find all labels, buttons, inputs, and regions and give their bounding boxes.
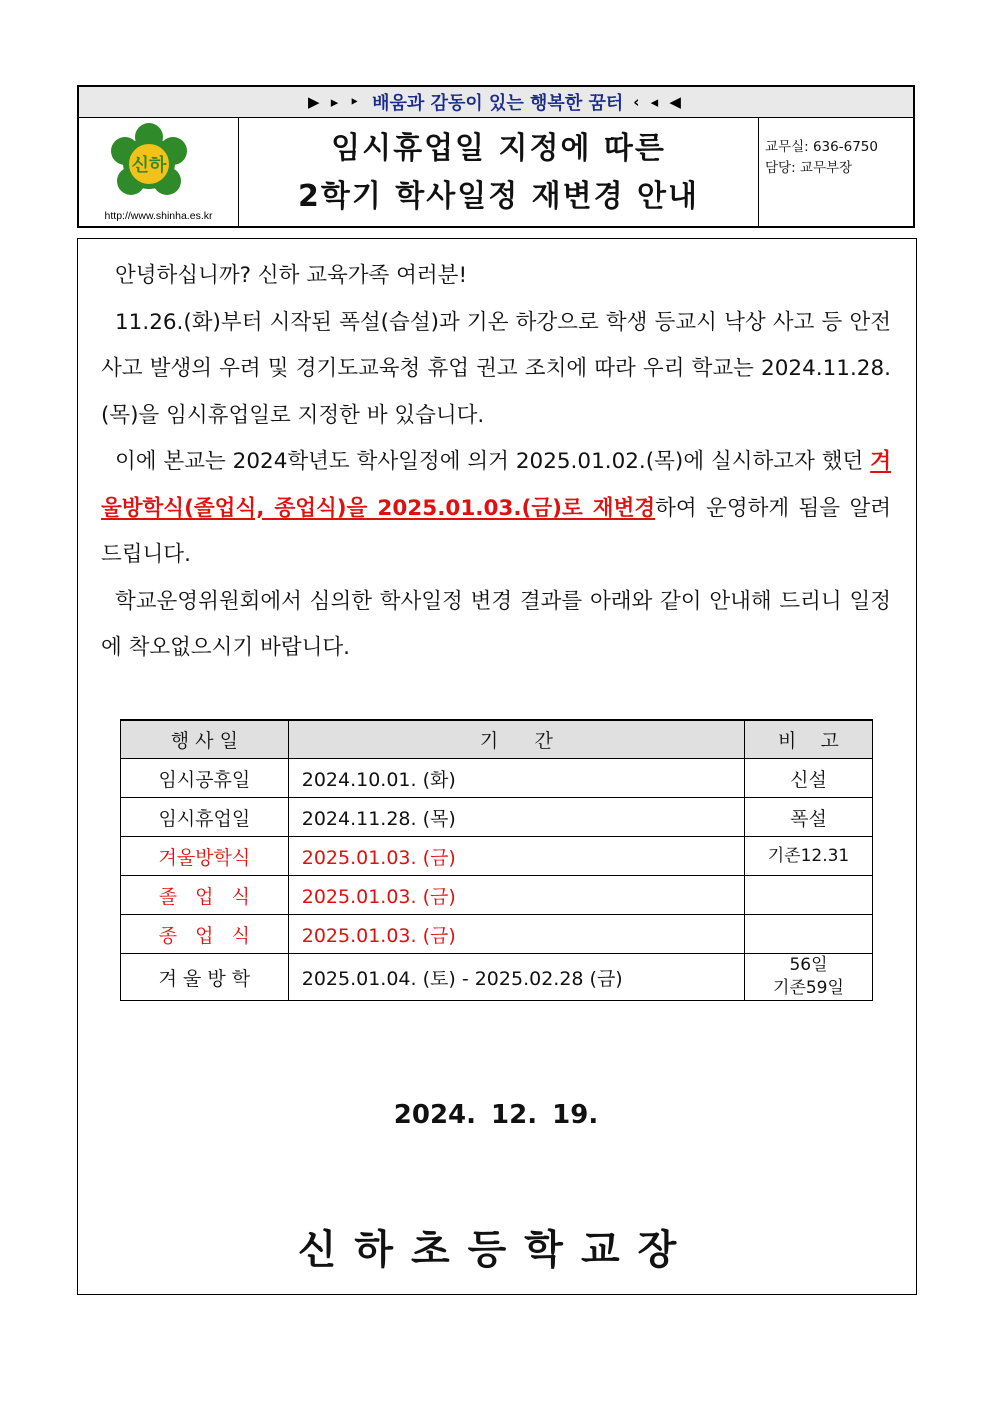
row-event: 졸 업 식 [121,876,289,915]
row-event: 종 업 식 [121,915,289,954]
row-note [744,876,872,915]
slogan-bar [79,87,913,118]
paragraph-2-intro: 이에 본교는 2024학년도 학사일정에 의거 2025.01.02.(목)에 실시하고자 했던 [115,449,871,474]
document-header [77,85,915,228]
paragraph-2-highlight: 겨울방학식(졸업식, 종업식)을 2025.01.03.(금)로 재변경 [101,449,891,521]
header-period: 기 간 [288,720,744,759]
paragraph-3: 학교운영위원회에서 심의한 학사일정 변경 결과를 아래와 같이 안내해 드리니 일정에 착오없으시기 바랍니다. [101,588,891,660]
slogan-text: 배움과 감동이 있는 행복한 꿈터 [372,93,624,114]
row-event: 임시공휴일 [121,759,289,798]
title-line-1: 임시휴업일 지정에 따른 [331,130,666,166]
row-note: 폭설 [744,798,872,837]
header-note: 비 고 [744,720,872,759]
row-event: 겨 울 방 학 [121,954,289,1001]
row-event: 임시휴업일 [121,798,289,837]
row-period: 2025.01.03. (금) [288,876,744,915]
principal-signature: 신하초등학교장 [297,1227,695,1273]
title-line-2: 2학기 학사일정 재변경 안내 [298,178,699,214]
document-title [239,117,759,228]
row-note [744,915,872,954]
letter-body [101,253,891,672]
paragraph-2-outro: 하여 운영하게 됨을 알려드립니다. [101,495,891,567]
table-row [121,837,873,876]
issue-date: 2024. 12. 19. [393,1100,599,1130]
arrow-left-icon: ‹ ◂ ◀ [633,93,684,111]
table-row [121,798,873,837]
row-note [744,954,872,1001]
school-url[interactable]: http://www.shinha.es.kr [104,210,213,222]
table-row [121,876,873,915]
row-note-previous: 기존59일 [773,978,844,998]
row-period: 2024.11.28. (목) [288,798,744,837]
contact-info [759,117,915,228]
row-period: 2024.10.01. (화) [288,759,744,798]
row-period: 2025.01.03. (금) [288,915,744,954]
table-row [121,759,873,798]
arrow-right-icon: ▶ ▸ ‣ [308,93,363,111]
row-note: 기존12.31 [744,837,872,876]
header-event: 행 사 일 [121,720,289,759]
table-row [121,915,873,954]
row-event: 겨울방학식 [121,837,289,876]
greeting: 안녕하십니까? 신하 교육가족 여러분! [115,263,468,288]
schedule-table [120,719,873,1001]
row-note: 신설 [744,759,872,798]
logo-text: 신하 [131,155,167,176]
contact-person: 담당: 교무부장 [765,160,853,176]
row-period: 2025.01.04. (토) - 2025.02.28 (금) [288,954,744,1001]
row-period: 2025.01.03. (금) [288,837,744,876]
table-row [121,954,873,1001]
paragraph-2 [101,439,891,579]
paragraph-1: 11.26.(화)부터 시작된 폭설(습설)과 기온 하강으로 학생 등교시 낙상 사고 등 안전사고 발생의 우려 및 경기도교육청 휴업 권고 조치에 따라 우리 학교는 2024.11.28.(목)을 임시휴업일로 지정한 바 있습니다. [101,309,891,428]
school-logo-cell [79,117,239,228]
table-header-row [121,720,873,759]
contact-phone: 교무실: 636-6750 [765,139,878,155]
school-emblem-icon [109,123,189,203]
row-note-days: 56일 [789,955,828,975]
